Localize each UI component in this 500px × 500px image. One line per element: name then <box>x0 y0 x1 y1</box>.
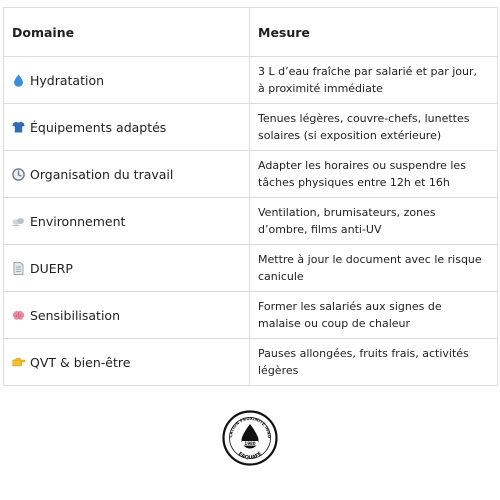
certification-seal-logo <box>222 410 278 466</box>
mesure-cell: Ventilation, brumisateurs, zones d’ombre, films anti-UV <box>250 198 498 245</box>
wind-icon <box>12 215 25 228</box>
header-domaine: Domaine <box>4 8 250 57</box>
table-row <box>4 339 498 386</box>
domaine-label: Hydratation <box>30 72 105 88</box>
measures-table <box>3 7 498 386</box>
document-icon <box>12 262 25 275</box>
domaine-cell <box>4 339 250 386</box>
clock-icon <box>12 168 25 181</box>
pointing-hand-icon <box>12 356 25 369</box>
domaine-cell <box>4 198 250 245</box>
table-row <box>4 245 498 292</box>
domaine-label: Équipements adaptés <box>30 119 167 135</box>
domaine-cell <box>4 245 250 292</box>
domaine-label: Sensibilisation <box>30 307 121 323</box>
t-shirt-icon <box>12 121 25 134</box>
seal-top-text: CATION PROXIMITÉ INNO <box>227 415 273 439</box>
table-row <box>4 292 498 339</box>
mesure-cell: Former les salariés aux signes de malaise ou coup de chaleur <box>250 292 498 339</box>
domaine-label: DUERP <box>30 260 73 276</box>
brain-icon <box>12 309 25 322</box>
domaine-cell <box>4 151 250 198</box>
mesure-cell: Pauses allongées, fruits frais, activités légères <box>250 339 498 386</box>
domaine-cell <box>4 57 250 104</box>
domaine-label: QVT & bien-être <box>30 354 131 370</box>
table-header-row <box>4 8 498 57</box>
seal-bottom-text: EAQUAFÉ <box>236 451 264 462</box>
table-row <box>4 104 498 151</box>
header-mesure: Mesure <box>250 8 498 57</box>
mesure-cell: Mettre à jour le document avec le risque canicule <box>250 245 498 292</box>
table-row <box>4 57 498 104</box>
table-row <box>4 198 498 245</box>
mesure-cell: Tenues légères, couvre-chefs, lunettes solaires (si exposition extérieure) <box>250 104 498 151</box>
table-row <box>4 151 498 198</box>
domaine-cell <box>4 104 250 151</box>
mesure-cell: 3 L d’eau fraîche par salarié et par jour, à proximité immédiate <box>250 57 498 104</box>
water-drop-icon <box>12 74 25 87</box>
mesure-cell: Adapter les horaires ou suspendre les tâches physiques entre 12h et 16h <box>250 151 498 198</box>
domaine-label: Organisation du travail <box>30 166 174 182</box>
domaine-label: Environnement <box>30 213 126 229</box>
seal-year: 1980 <box>244 440 256 446</box>
domaine-cell <box>4 292 250 339</box>
